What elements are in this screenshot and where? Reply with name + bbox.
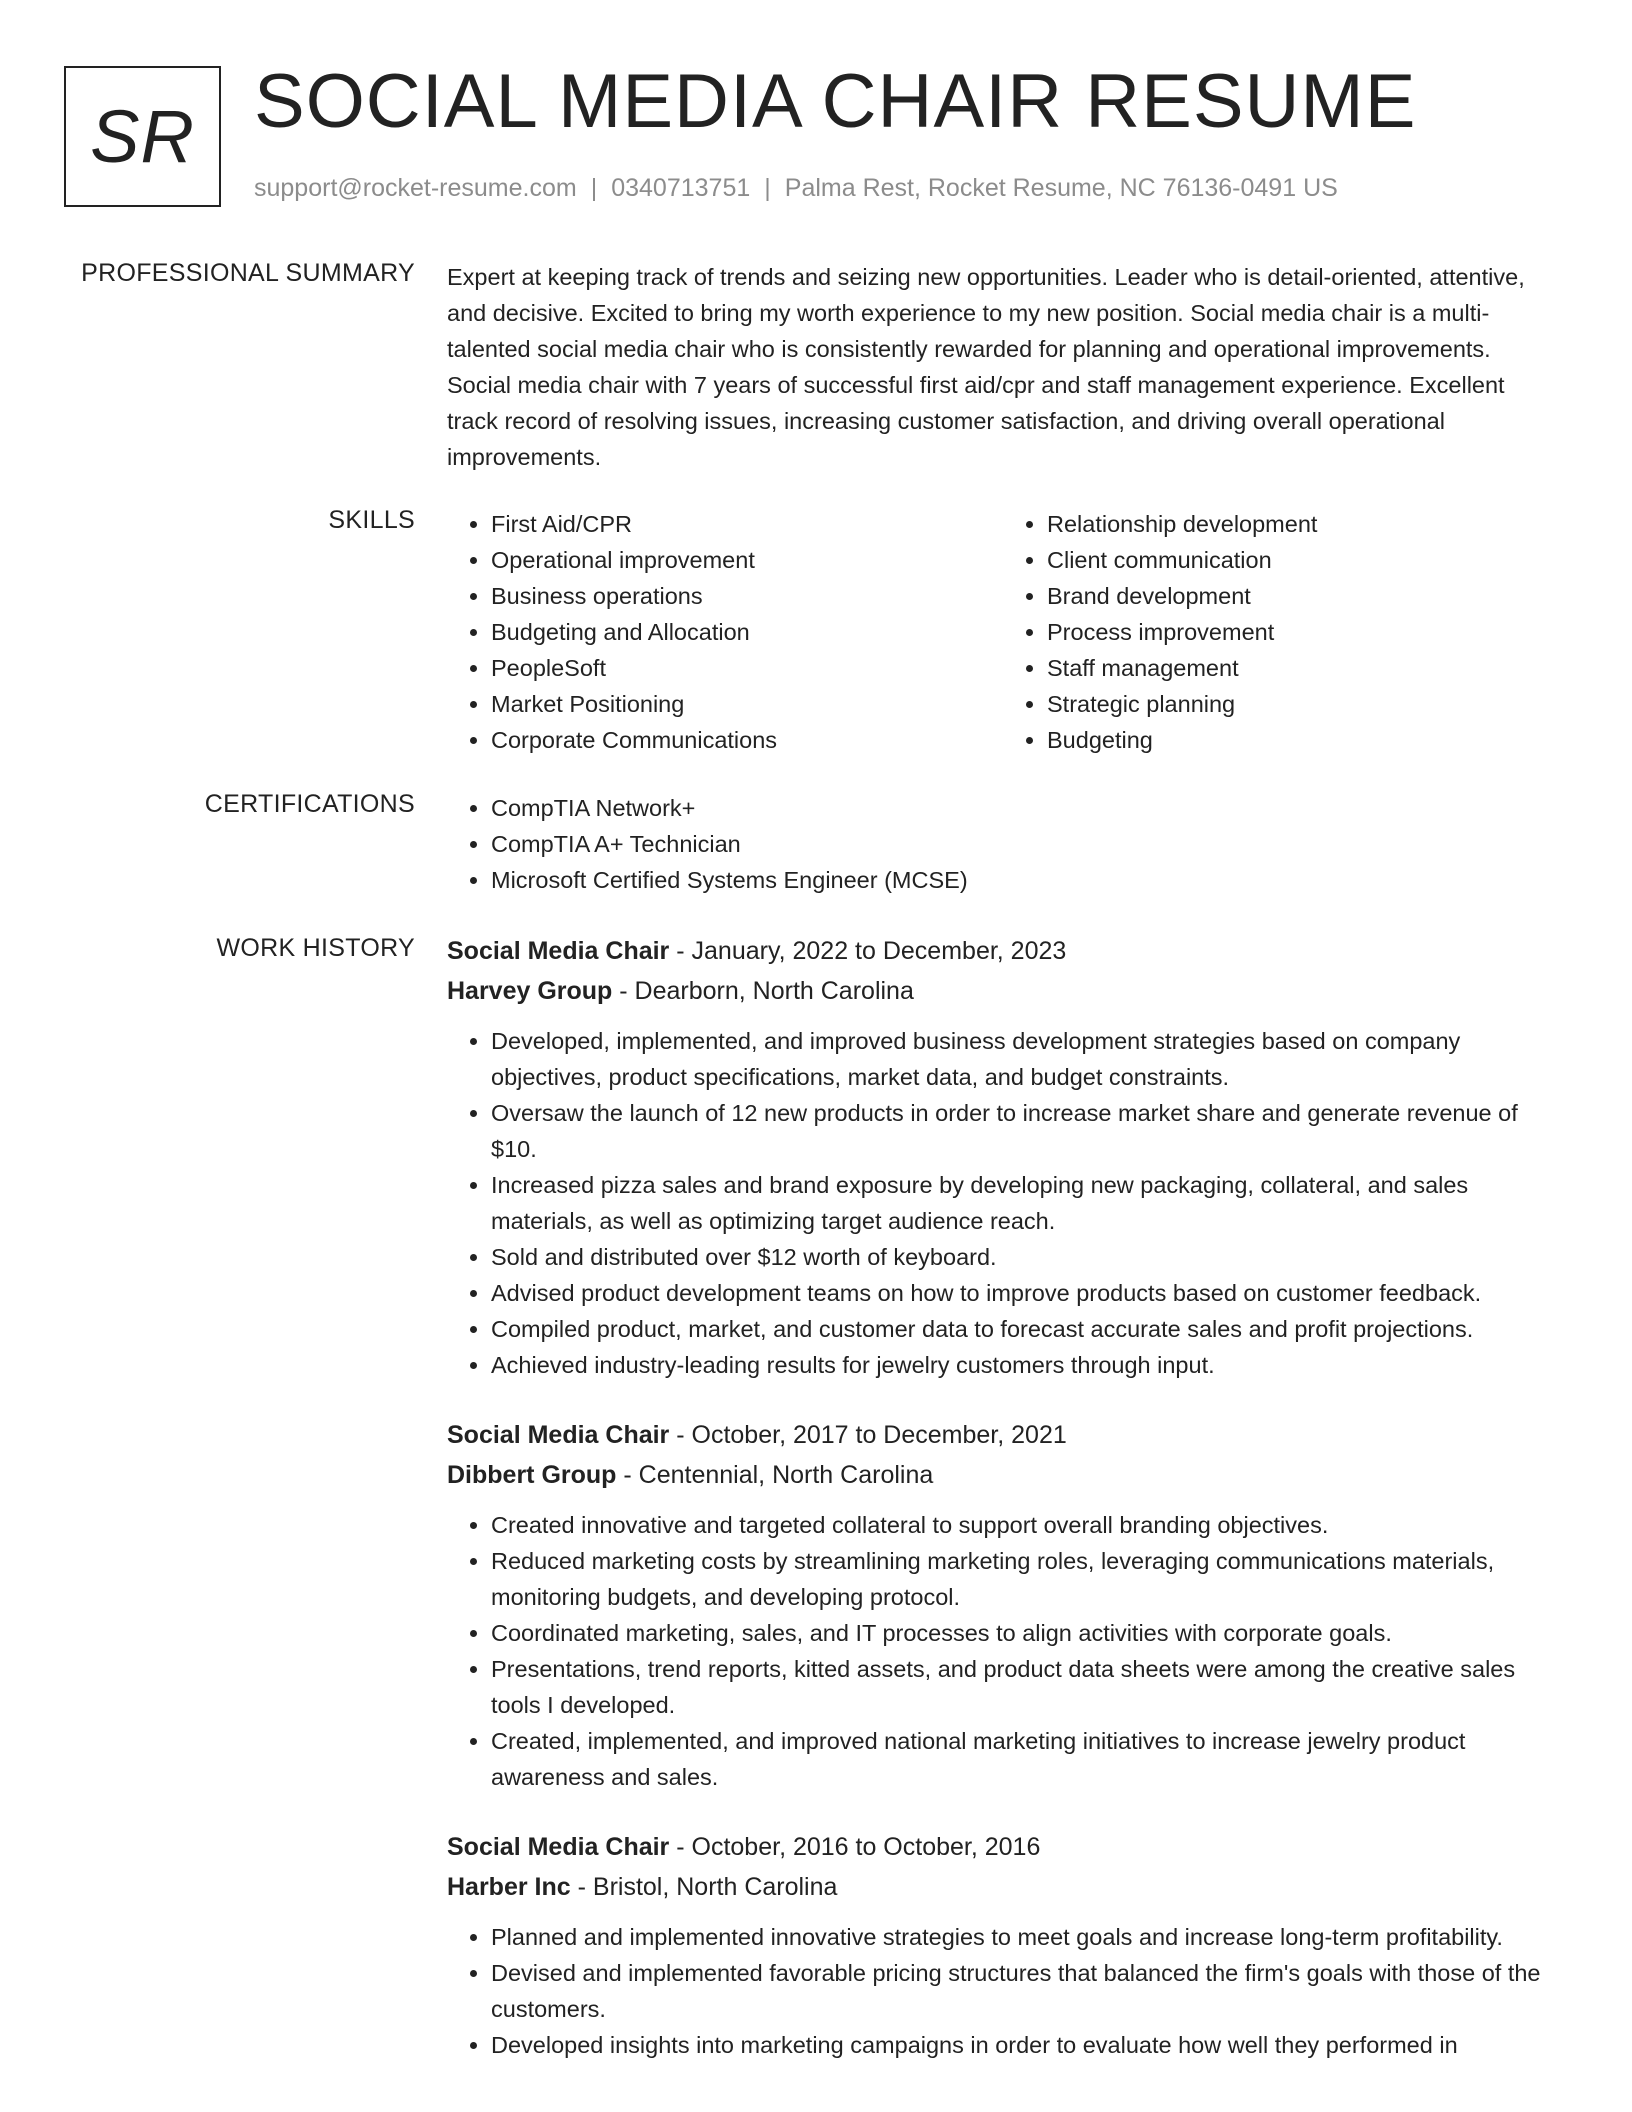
skill-item: • Brand development [1047,578,1559,614]
skill-item: • Business operations [491,578,1003,614]
job-bullet: • Increased pizza sales and brand exposure by developing new packaging, collateral, and sales materials, as well as optimizing target audience reach. [491,1167,1559,1239]
job-bullets [447,1507,1559,1795]
job-bullet: • Achieved industry-leading results for jewelry customers through input. [491,1347,1559,1383]
skill-item: • Relationship development [1047,506,1559,542]
skills-body [447,506,1559,758]
job-bullet: • Compiled product, market, and customer data to forecast accurate sales and profit projections. [491,1311,1559,1347]
skills-list-right [1003,506,1559,758]
contact-phone: 0340713751 [611,174,751,202]
contact-separator: | [590,174,598,202]
job-bullet: • Created innovative and targeted collateral to support overall branding objectives. [491,1507,1559,1543]
work-history-body [447,931,1559,2095]
job-bullet: • Coordinated marketing, sales, and IT processes to align activities with corporate goals. [491,1615,1559,1651]
job-entry [447,1827,1559,2063]
resume-title: SOCIAL MEDIA CHAIR RESUME [254,59,1417,144]
job-bullet: • Developed insights into marketing campaigns in order to evaluate how well they performed in [491,2027,1559,2063]
certification-item: • Microsoft Certified Systems Engineer (MCSE) [491,862,1559,898]
job-company-line [447,971,1559,1011]
job-bullets [447,1023,1559,1383]
job-company: Dibbert Group [447,1461,617,1489]
work-history-label: WORK HISTORY [216,934,415,962]
certifications-body [447,790,1559,898]
job-bullet: • Reduced marketing costs by streamlining marketing roles, leveraging communications materials, monitoring budgets, and developing protocol. [491,1543,1559,1615]
skill-item: • Strategic planning [1047,686,1559,722]
skill-item: • PeopleSoft [491,650,1003,686]
job-company-line [447,1867,1559,1907]
job-location: - Dearborn, North Carolina [612,977,914,1005]
job-bullet: • Oversaw the launch of 12 new products in order to increase market share and generate revenue of $10. [491,1095,1559,1167]
job-dates: - January, 2022 to December, 2023 [669,937,1067,965]
summary-text: Expert at keeping track of trends and seizing new opportunities. Leader who is detail-oriented, attentive, and decisive. Excited to bring my worth experience to my new position. Social media chair is a multi-talented social media chair who is consistently rewarded for planning and operational improvements. Social media chair with 7 years of successful first aid/cpr and staff management experience. Excellent track record of resolving issues, increasing customer satisfaction, and driving overall operational improvements. [447,264,1525,470]
job-company-line [447,1455,1559,1495]
skill-item: • Budgeting [1047,722,1559,758]
job-location: - Centennial, North Carolina [616,1461,934,1489]
certification-item: • CompTIA A+ Technician [491,826,1559,862]
job-bullet: • Sold and distributed over $12 worth of keyboard. [491,1239,1559,1275]
job-location: - Bristol, North Carolina [570,1873,838,1901]
job-company: Harvey Group [447,977,613,1005]
contact-email: support@rocket-resume.com [254,174,577,202]
skills-label: SKILLS [328,506,415,534]
job-bullet: • Advised product development teams on how to improve products based on customer feedback. [491,1275,1559,1311]
skill-item: • Process improvement [1047,614,1559,650]
skill-item: • Client communication [1047,542,1559,578]
certification-item: • CompTIA Network+ [491,790,1559,826]
job-entry [447,1415,1559,1795]
skill-item: • Staff management [1047,650,1559,686]
job-title: Social Media Chair [447,937,670,965]
job-company: Harber Inc [447,1873,571,1901]
job-bullets [447,1919,1559,2063]
skill-item: • Operational improvement [491,542,1003,578]
job-title-line [447,931,1559,971]
skill-item: • Corporate Communications [491,722,1003,758]
job-title-line [447,1827,1559,1867]
job-bullet: • Presentations, trend reports, kitted assets, and product data sheets were among the creative sales tools I developed. [491,1651,1559,1723]
contact-address: Palma Rest, Rocket Resume, NC 76136-0491 US [784,174,1338,202]
contact-line [254,174,1338,203]
summary-label: PROFESSIONAL SUMMARY [81,259,415,287]
job-entry [447,931,1559,1383]
skill-item: • Market Positioning [491,686,1003,722]
job-bullet: • Devised and implemented favorable pricing structures that balanced the firm's goals with those of the customers. [491,1955,1559,2027]
skills-list-left [447,506,1003,758]
job-dates: - October, 2017 to December, 2021 [669,1421,1067,1449]
certifications-label: CERTIFICATIONS [204,790,415,818]
job-title-line [447,1415,1559,1455]
contact-separator: | [764,174,771,202]
skill-item: • Budgeting and Allocation [491,614,1003,650]
certifications-list [447,790,1559,898]
job-bullet: • Created, implemented, and improved national marketing initiatives to increase jewelry product awareness and sales. [491,1723,1559,1795]
job-title: Social Media Chair [447,1833,670,1861]
job-title: Social Media Chair [447,1421,670,1449]
job-bullet: • Planned and implemented innovative strategies to meet goals and increase long-term profitability. [491,1919,1559,1955]
job-dates: - October, 2016 to October, 2016 [669,1833,1041,1861]
monogram-badge: SR [64,66,221,207]
skill-item: • First Aid/CPR [491,506,1003,542]
job-bullet: • Developed, implemented, and improved business development strategies based on company objectives, product specifications, market data, and budget constraints. [491,1023,1559,1095]
